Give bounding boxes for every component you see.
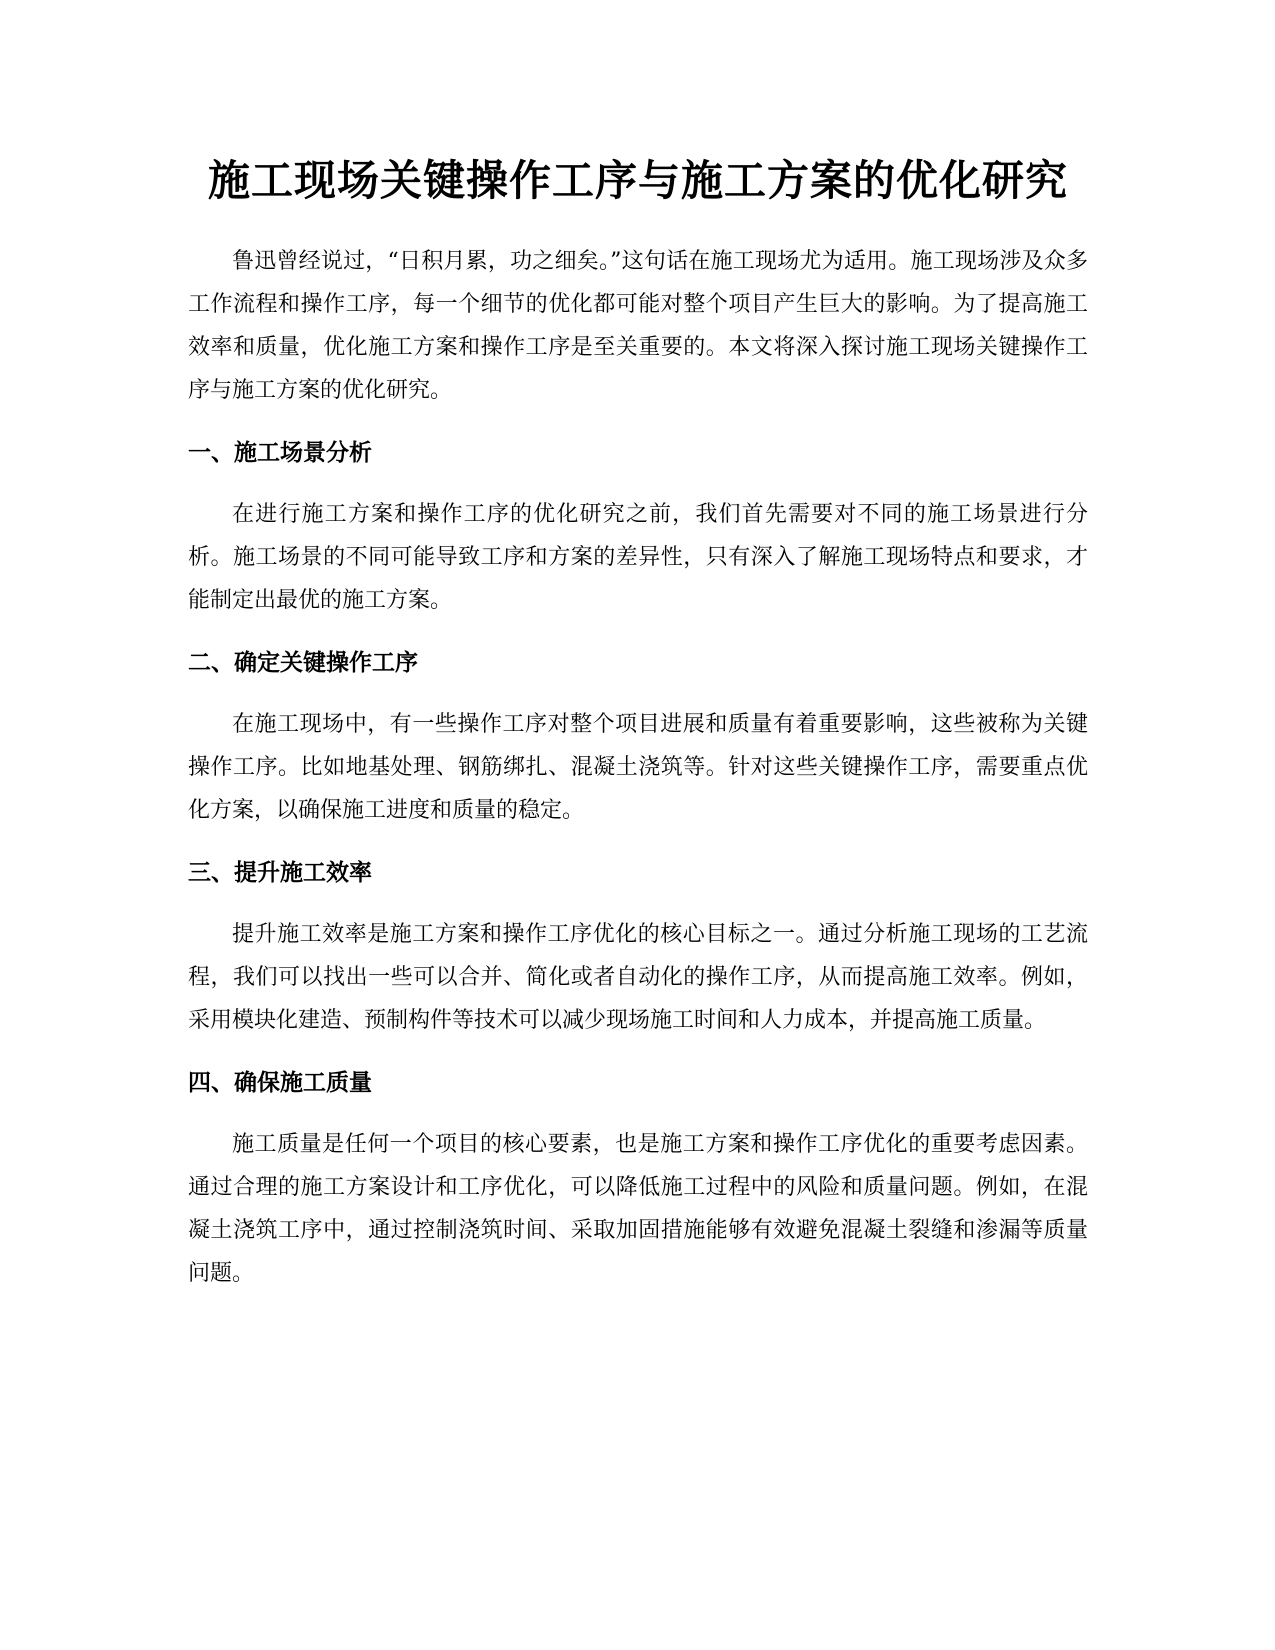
section-paragraph: 在进行施工方案和操作工序的优化研究之前，我们首先需要对不同的施工场景进行分析。施工场景的不同可能导致工序和方案的差异性，只有深入了解施工现场特点和要求，才能制定出最优的施工方案。: [188, 502, 1088, 613]
section-paragraph: 在施工现场中，有一些操作工序对整个项目进展和质量有着重要影响，这些被称为关键操作工序。比如地基处理、钢筋绑扎、混凝土浇筑等。针对这些关键操作工序，需要重点优化方案，以确保施工进度和质量的稳定。: [188, 712, 1088, 823]
section-heading: 二、确定关键操作工序: [188, 650, 418, 676]
section-2: [188, 642, 1088, 832]
section-4: [188, 1062, 1088, 1295]
section-paragraph: 施工质量是任何一个项目的核心要素，也是施工方案和操作工序优化的重要考虑因素。通过合理的施工方案设计和工序优化，可以降低施工过程中的风险和质量问题。例如，在混凝土浇筑工序中，通过控制浇筑时间、采取加固措施能够有效避免混凝土裂缝和渗漏等质量问题。: [188, 1132, 1088, 1286]
section-1: [188, 432, 1088, 622]
document-title: 施工现场关键操作工序与施工方案的优化研究: [207, 156, 1068, 205]
section-paragraph: 提升施工效率是施工方案和操作工序优化的核心目标之一。通过分析施工现场的工艺流程，我们可以找出一些可以合并、简化或者自动化的操作工序，从而提高施工效率。例如，采用模块化建造、预制构件等技术可以减少现场施工时间和人力成本，并提高施工质量。: [188, 922, 1088, 1033]
document-body: [188, 142, 1088, 1295]
section-heading: 三、提升施工效率: [188, 860, 372, 886]
section-3: [188, 852, 1088, 1042]
section-heading: 一、施工场景分析: [188, 440, 372, 466]
section-heading: 四、确保施工质量: [188, 1070, 372, 1096]
intro-paragraph: 鲁迅曾经说过，“日积月累，功之细矣。”这句话在施工现场尤为适用。施工现场涉及众多工作流程和操作工序，每一个细节的优化都可能对整个项目产生巨大的影响。为了提高施工效率和质量，优化施工方案和操作工序是至关重要的。本文将深入探讨施工现场关键操作工序与施工方案的优化研究。: [188, 249, 1088, 403]
